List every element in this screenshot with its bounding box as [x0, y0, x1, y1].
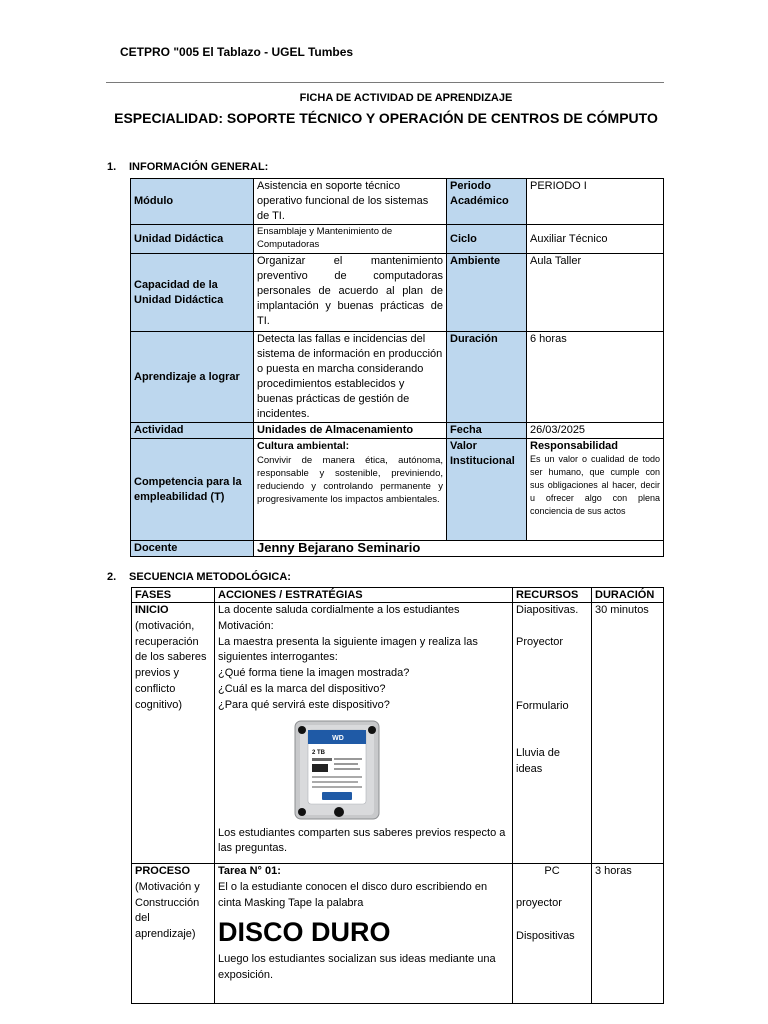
- header-acciones: ACCIONES / ESTRATÉGIAS: [215, 588, 513, 603]
- proceso-big-word: DISCO DURO: [218, 917, 391, 948]
- inicio-duration: 30 minutos: [592, 603, 664, 864]
- unidad-value: Ensamblaje y Mantenimiento de Computadoras: [254, 225, 447, 254]
- modulo-label: Módulo: [131, 179, 254, 225]
- ambiente-value: Aula Taller: [527, 254, 664, 332]
- resource-lluvia: Lluvia de ideas: [516, 747, 561, 776]
- competencia-value: Convivir de manera ética, autónoma, responsable y sostenible, previniendo, reduciendo y controlando permanente y progresivamente los impactos ambientales.: [257, 455, 443, 505]
- proceso-phase-desc: (Motivación y Construcción del aprendizaje): [135, 880, 200, 941]
- table-row: [131, 423, 664, 439]
- modulo-value: Asistencia en soporte técnico operativo funcional de los sistemas de TI.: [254, 179, 447, 225]
- valor-title: Responsabilidad: [530, 440, 619, 452]
- proceso-line2: Luego los estudiantes socializan sus ideas mediante una exposición.: [218, 953, 496, 982]
- inicio-closing: Los estudiantes comparten sus saberes previos respecto a las preguntas.: [218, 826, 506, 855]
- inicio-resources-cell: [513, 603, 592, 864]
- valor-cell: [527, 439, 664, 541]
- ambiente-label: Ambiente: [447, 254, 527, 332]
- docente-label: Docente: [131, 541, 254, 557]
- inicio-line3: La maestra presenta la siguiente imagen y realiza las siguientes interrogantes:: [218, 635, 478, 664]
- fecha-value: 26/03/2025: [527, 423, 664, 439]
- inicio-phase-cell: [132, 603, 215, 864]
- capacidad-value: Organizar el mantenimiento preventivo de computadoras personales de acuerdo al plan de implantación y buenas prácticas de TI.: [254, 254, 447, 332]
- inicio-line2: Motivación:: [218, 619, 274, 632]
- hard-drive-icon: [294, 720, 380, 820]
- header-divider: [106, 82, 664, 83]
- inicio-phase: INICIO: [135, 604, 169, 616]
- table-row: [131, 179, 664, 225]
- valor-value: Es un valor o cualidad de todo ser humano, que cumple con sus obligaciones al hacer, decir u ofrecer algo con plena conciencia de sus actos: [530, 454, 660, 516]
- general-info-table: [130, 178, 664, 557]
- inicio-phase-desc: (motivación, recuperación de los saberes previos y conflicto cognitivo): [135, 619, 207, 711]
- resource-proyector-2: proyector: [516, 896, 562, 909]
- capacity-label: 2 TB: [312, 749, 326, 756]
- resource-dispositivas: Dispositivas: [516, 929, 575, 942]
- capacidad-label: Capacidad de la Unidad Didáctica: [131, 254, 254, 332]
- proceso-duration: 3 horas: [592, 864, 664, 1004]
- table-row: [131, 332, 664, 423]
- table-row: [131, 541, 664, 557]
- section1-number: 1.: [107, 161, 117, 173]
- document-subtitle: FICHA DE ACTIVIDAD DE APRENDIZAJE: [299, 92, 513, 104]
- header-fases: FASES: [132, 588, 215, 603]
- header-recursos: RECURSOS: [513, 588, 592, 603]
- periodo-value: PERIODO I: [527, 179, 664, 225]
- ciclo-label: Ciclo: [447, 225, 527, 254]
- section1-heading: [107, 161, 268, 173]
- proceso-actions-cell: [215, 864, 513, 1004]
- valor-label: Valor Institucional: [447, 439, 527, 541]
- periodo-label: Periodo Académico: [447, 179, 527, 225]
- duracion-label: Duración: [447, 332, 527, 423]
- table-row-proceso: [132, 864, 664, 1004]
- section2-heading: [107, 571, 291, 583]
- inicio-question-2: ¿Cuál es la marca del dispositivo?: [218, 682, 386, 695]
- brand-label: WD: [332, 734, 344, 742]
- inicio-line1: La docente saluda cordialmente a los estudiantes: [218, 604, 460, 616]
- table-row: [131, 225, 664, 254]
- methodology-table: [131, 587, 664, 1004]
- table-row: [131, 254, 664, 332]
- competencia-label: Competencia para la empleabilidad (T): [131, 439, 254, 541]
- section2-title: SECUENCIA METODOLÓGICA:: [129, 571, 291, 583]
- actividad-value: Unidades de Almacenamiento: [254, 423, 447, 439]
- duracion-value: 6 horas: [527, 332, 664, 423]
- table-row-inicio: [132, 603, 664, 864]
- fecha-label: Fecha: [447, 423, 527, 439]
- resource-diapositivas: Diapositivas.: [516, 604, 579, 616]
- competencia-title: Cultura ambiental:: [257, 440, 350, 452]
- table-row: [131, 439, 664, 541]
- section1-title: INFORMACIÓN GENERAL:: [129, 161, 269, 173]
- actividad-label: Actividad: [131, 423, 254, 439]
- inicio-actions-cell: [215, 603, 513, 864]
- inicio-question-1: ¿Qué forma tiene la imagen mostrada?: [218, 667, 410, 680]
- section2-number: 2.: [107, 571, 117, 583]
- document-title: ESPECIALIDAD: SOPORTE TÉCNICO Y OPERACIÓN DE CENTROS DE CÓMPUTO: [114, 110, 658, 126]
- unidad-label: Unidad Didáctica: [131, 225, 254, 254]
- institution-header: CETPRO "005 El Tablazo - UGEL Tumbes: [120, 45, 354, 59]
- proceso-line1: El o la estudiante conocen el disco duro escribiendo en cinta Masking Tape la palabra: [218, 880, 488, 909]
- competencia-cell: [254, 439, 447, 541]
- proceso-phase-cell: [132, 864, 215, 1004]
- proceso-resources-cell: [513, 864, 592, 1004]
- aprendizaje-label: Aprendizaje a lograr: [131, 332, 254, 423]
- proceso-phase: PROCESO: [135, 865, 191, 877]
- resource-formulario: Formulario: [516, 699, 569, 712]
- header-duracion: DURACIÓN: [592, 588, 664, 603]
- table-header-row: [132, 588, 664, 603]
- hard-drive-image: [218, 720, 509, 826]
- docente-value: Jenny Bejarano Seminario: [254, 541, 664, 557]
- aprendizaje-value: Detecta las fallas e incidencias del sistema de información en producción o puesta en marcha considerando procedimientos establecidos y buenas prácticas de gestión de incidentes.: [254, 332, 447, 423]
- inicio-question-3: ¿Para qué servirá este dispositivo?: [218, 698, 390, 711]
- resource-proyector: Proyector: [516, 635, 564, 648]
- proceso-task: Tarea N° 01:: [218, 865, 281, 877]
- resource-pc: PC: [544, 865, 560, 877]
- ciclo-value: Auxiliar Técnico: [527, 225, 664, 254]
